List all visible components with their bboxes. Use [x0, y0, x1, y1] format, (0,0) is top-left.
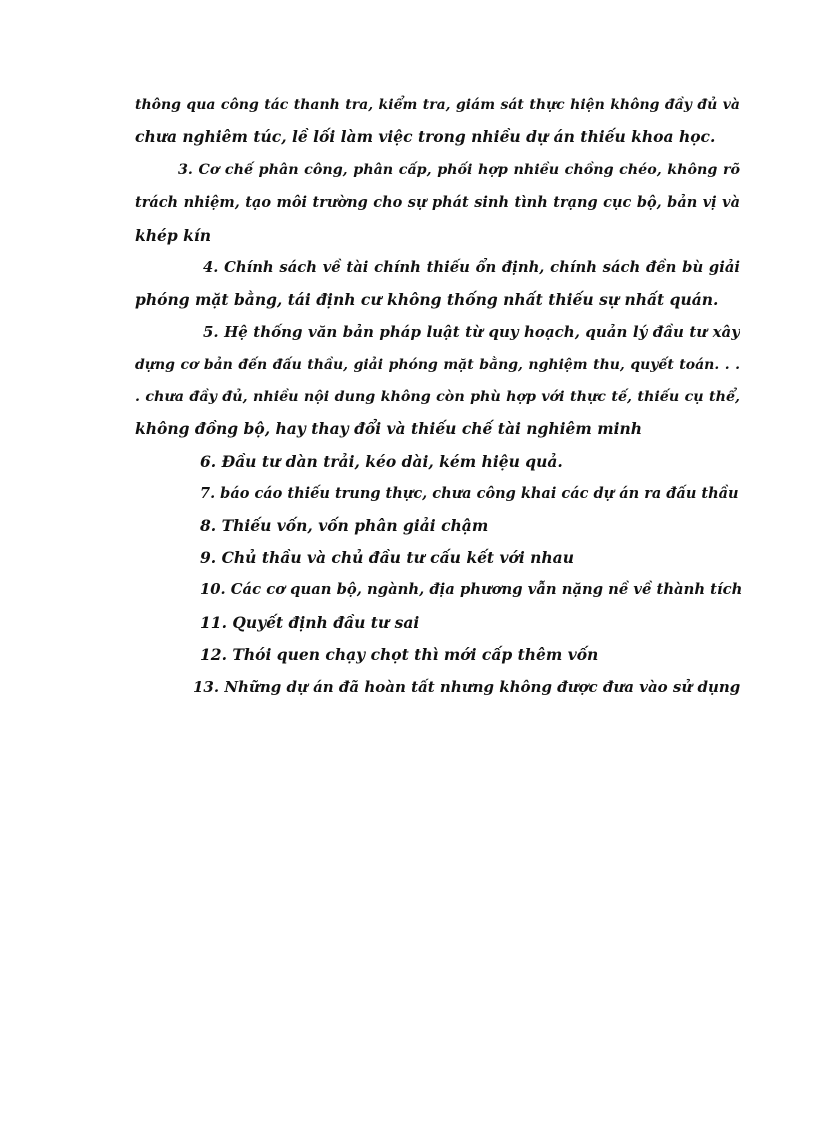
- list-item-5: 5. Hệ thống văn bản pháp luật từ quy hoạch, quản lý đầu tư xây: [203, 323, 740, 341]
- list-item-13: 13. Những dự án đã hoàn tất nhưng không được đưa vào sử dụng: [193, 678, 741, 696]
- list-item-4: 4. Chính sách về tài chính thiếu ổn định, chính sách đền bù giải: [203, 259, 740, 276]
- paragraph-line: trách nhiệm, tạo môi trường cho sự phát sinh tình trạng cục bộ, bản vị và: [135, 194, 740, 211]
- paragraph-line: . chưa đầy đủ, nhiều nội dung không còn phù hợp với thực tế, thiếu cụ thể,: [135, 389, 740, 405]
- paragraph-line: chưa nghiêm túc, lề lối làm việc trong nhiều dự án thiếu khoa học.: [135, 127, 716, 146]
- list-item-8: 8. Thiếu vốn, vốn phân giải chậm: [200, 516, 489, 535]
- paragraph-line: dựng cơ bản đến đấu thầu, giải phóng mặt bằng, nghiệm thu, quyết toán. . .: [135, 357, 740, 373]
- list-item-3: 3. Cơ chế phân công, phân cấp, phối hợp nhiều chồng chéo, không rõ: [178, 162, 740, 178]
- paragraph-line: không đồng bộ, hay thay đổi và thiếu chế tài nghiêm minh: [135, 419, 643, 438]
- paragraph-line: phóng mặt bằng, tái định cư không thống nhất thiếu sự nhất quán.: [135, 290, 719, 309]
- list-item-7: 7. báo cáo thiếu trung thực, chưa công khai các dự án ra đấu thầu: [200, 485, 739, 502]
- paragraph-line: khép kín: [135, 226, 212, 245]
- list-item-9: 9. Chủ thầu và chủ đầu tư cấu kết với nhau: [200, 548, 574, 567]
- list-item-11: 11. Quyết định đầu tư sai: [200, 613, 420, 632]
- list-item-10: 10. Các cơ quan bộ, ngành, địa phương vẫn nặng nề về thành tích: [200, 581, 743, 598]
- list-item-12: 12. Thói quen chạy chọt thì mới cấp thêm vốn: [200, 645, 599, 664]
- paragraph-line: thông qua công tác thanh tra, kiểm tra, giám sát thực hiện không đầy đủ và: [135, 97, 740, 113]
- list-item-6: 6. Đầu tư dàn trải, kéo dài, kém hiệu quả.: [200, 452, 563, 471]
